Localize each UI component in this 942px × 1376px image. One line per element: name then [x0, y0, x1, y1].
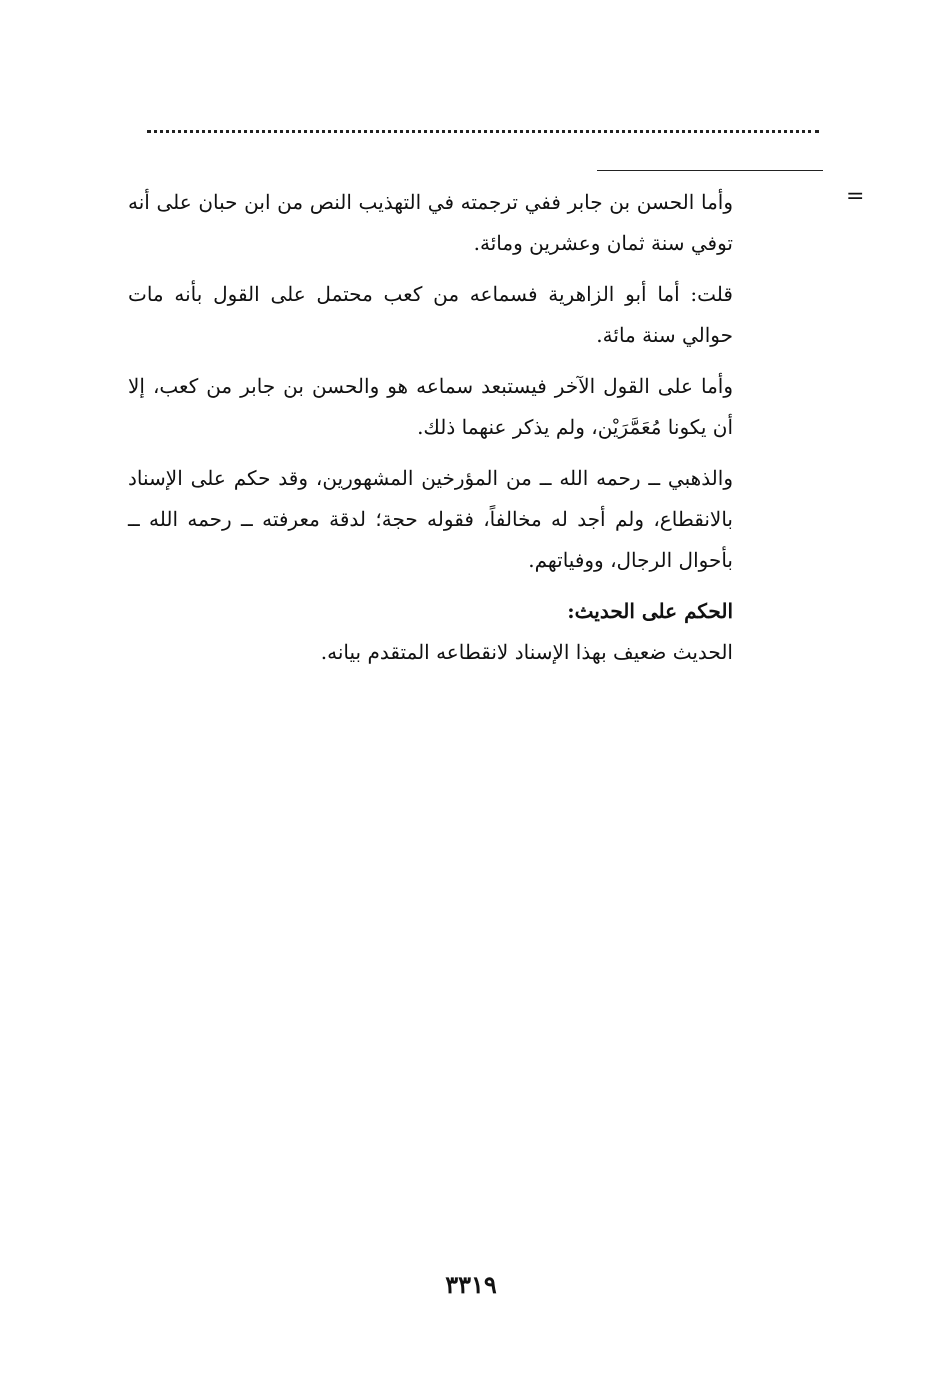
paragraph-abu-zahiriyya: قلت: أما أبو الزاهرية فسماعه من كعب محتمل على القول بأنه مات حوالي سنة مائة. — [128, 282, 733, 347]
ruling-heading: الحكم على الحديث: — [567, 599, 733, 623]
paragraph-dhahabi: والذهبي ــ رحمه الله ــ من المؤرخين المشهورين، وقد حكم على الإسناد بالانقطاع، ولم أجد له مخالفاً، فقوله حجة؛ لدقة معرفته ــ رحمه الله ــ بأحوال الرجال، ووفياتهم. — [128, 466, 733, 572]
paragraph-hasan-bin-jabir: وأما الحسن بن جابر ففي ترجمته في التهذيب النص من ابن حبان على أنه توفي سنة ثمان وعشرين ومائة. — [128, 190, 733, 255]
footnote-text — [128, 182, 733, 673]
footnote-rule — [597, 170, 823, 171]
ruling-text: الحديث ضعيف بهذا الإسناد لانقطاعه المتقدم بيانه. — [320, 640, 733, 664]
dotted-separator — [147, 130, 819, 133]
paragraph-other-opinion: وأما على القول الآخر فيستبعد سماعه هو والحسن بن جابر من كعب، إلا أن يكونا مُعَمَّرَيْن، ولم يذكر عنهما ذلك. — [128, 374, 733, 439]
continuation-mark: = — [846, 184, 865, 209]
page-number: ٣٣١٩ — [445, 1270, 497, 1299]
